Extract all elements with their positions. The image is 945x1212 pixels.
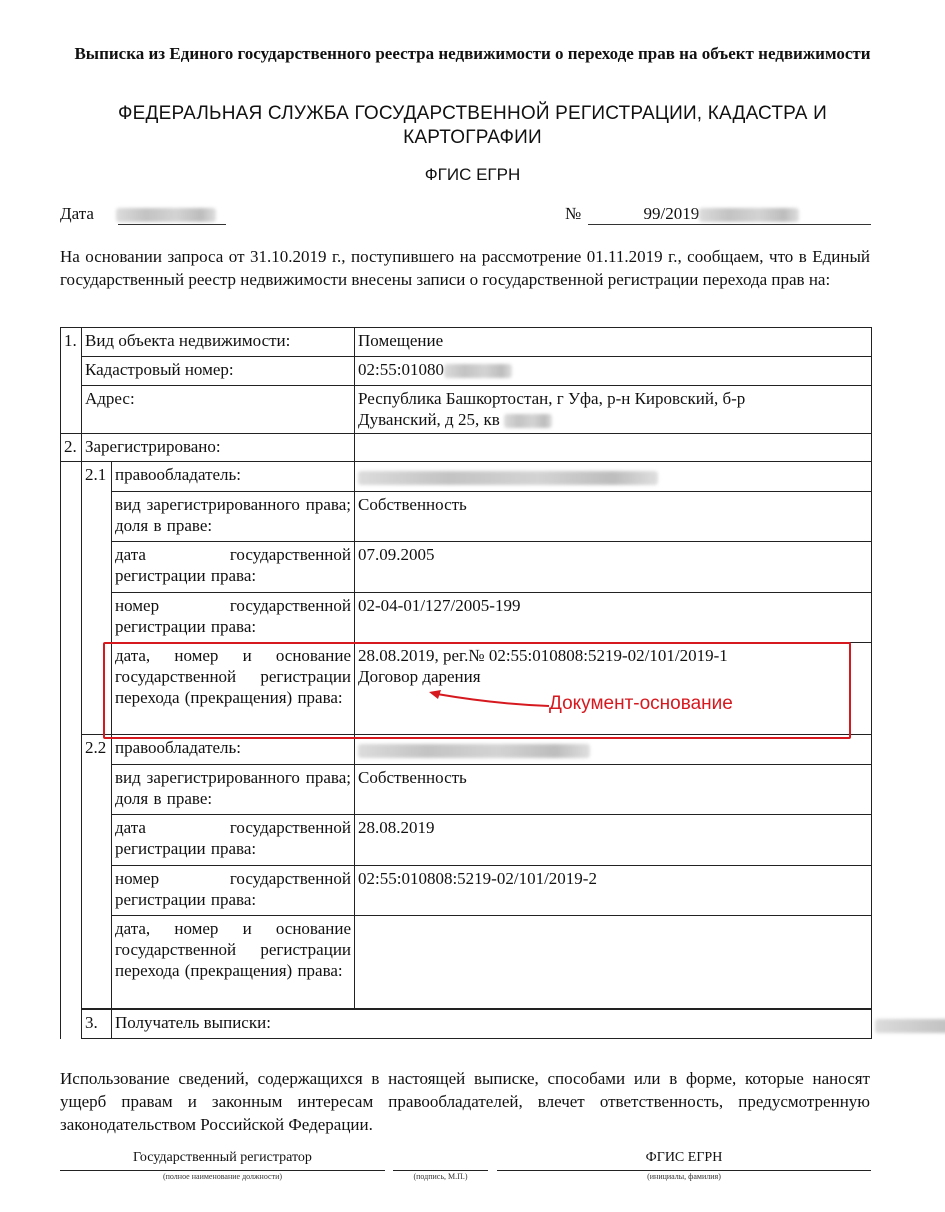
- registered-value: [355, 434, 872, 462]
- reg-date-label: дата государственной регистрации права:: [112, 815, 355, 866]
- number-redacted: [699, 208, 799, 222]
- transfer-line-2: Договор дарения: [358, 667, 481, 686]
- reg-number-value: 02:55:010808:5219-02/101/2019-2: [355, 866, 872, 916]
- date-redacted: [116, 208, 216, 222]
- name-caption: (инициалы, фамилия): [647, 1172, 721, 1181]
- table-row: [61, 357, 872, 386]
- holder-name-redacted: [358, 744, 590, 758]
- sign-caption: (подпись, М.П.): [413, 1172, 468, 1181]
- table-row: [61, 462, 872, 492]
- subrow-number: 2.2: [82, 735, 112, 1009]
- reg-date-label: дата государственной регистрации права:: [112, 542, 355, 593]
- holder-cell: [355, 462, 872, 492]
- address-line-2-text: Дуванский, д 25, кв: [358, 410, 500, 429]
- position-line: [60, 1169, 385, 1171]
- right-type-value: Собственность: [355, 765, 872, 815]
- address-line-2: [358, 409, 868, 430]
- indent-cell: [61, 462, 82, 1039]
- intro-paragraph: На основании запроса от 31.10.2019 г., поступившего на рассмотрение 01.11.2019 г., сообщаем, что в Единый государственный реестр недвижимости внесены записи о государственной регистрации перехода прав на:: [60, 247, 870, 289]
- footer-paragraph: Использование сведений, содержащихся в настоящей выписке, способами или в форме, которые наносят ущерб правам и законным интересам правообладателей, влечет ответственность, предусмотренную законодательством Российской Федерации.: [60, 1069, 870, 1134]
- right-type-label: вид зарегистрированного права; доля в праве:: [112, 765, 355, 815]
- sign-line: [393, 1169, 488, 1171]
- address-line-1: Республика Башкортостан, г Уфа, р-н Кировский, б-р: [358, 389, 746, 408]
- reg-number-label: номер государственной регистрации права:: [112, 593, 355, 643]
- right-type-label: вид зарегистрированного права; доля в праве:: [112, 492, 355, 542]
- address-label: Адрес:: [82, 386, 355, 434]
- reg-date-value: 28.08.2019: [355, 815, 872, 866]
- callout-arrow-icon: [425, 684, 555, 714]
- table-row: [61, 815, 872, 866]
- table-row: [61, 916, 872, 1009]
- transfer-label: дата, номер и основание государственной регистрации перехода (прекращения) права:: [112, 916, 355, 1009]
- callout-label: Документ-основание: [549, 693, 733, 714]
- date-label: Дата: [60, 204, 94, 223]
- system-name: ФГИС ЕГРН: [424, 165, 521, 184]
- table-row: [61, 1010, 872, 1039]
- table-row: [61, 542, 872, 593]
- reg-date-value: 07.09.2005: [355, 542, 872, 593]
- subrow-number: 2.1: [82, 462, 112, 735]
- position-caption: (полное наименование должности): [162, 1172, 283, 1181]
- table-row: [61, 735, 872, 765]
- table-row: [61, 328, 872, 357]
- recipient-label: Получатель выписки:: [112, 1010, 872, 1039]
- right-type-value: Собственность: [355, 492, 872, 542]
- number-label: №: [565, 204, 582, 223]
- object-type-label: Вид объекта недвижимости:: [82, 328, 355, 357]
- number-value: 99/2019: [643, 204, 700, 223]
- agency-name: ФЕДЕРАЛЬНАЯ СЛУЖБА ГОСУДАРСТВЕННОЙ РЕГИСТРАЦИИ, КАДАСТРА И КАРТОГРАФИИ: [118, 103, 827, 148]
- transfer-cell: [355, 916, 872, 1009]
- holder-name-redacted: [358, 471, 658, 485]
- holder-cell: [355, 735, 872, 765]
- cadastral-value: 02:55:01080: [358, 360, 444, 379]
- cadastral-redacted: [444, 364, 512, 378]
- number-underline: [588, 224, 871, 225]
- recipient-name-redacted: [875, 1019, 945, 1033]
- object-type-value: Помещение: [355, 328, 872, 357]
- number-field: [565, 204, 799, 224]
- reg-number-label: номер государственной регистрации права:: [112, 866, 355, 916]
- table-row: [61, 593, 872, 643]
- registrar-name: ФГИС ЕГРН: [645, 1150, 723, 1165]
- table-row: [61, 866, 872, 916]
- row-number: 2.: [61, 434, 82, 462]
- table-row: [61, 386, 872, 434]
- name-line: [497, 1169, 871, 1171]
- date-underline: [118, 224, 226, 225]
- row-number: 3.: [82, 1010, 112, 1039]
- row-number: 1.: [61, 328, 82, 434]
- table-row: [61, 492, 872, 542]
- address-cell: [355, 386, 872, 434]
- table-row: [61, 434, 872, 462]
- reg-number-value: 02-04-01/127/2005-199: [355, 593, 872, 643]
- cadastral-cell: [355, 357, 872, 386]
- holder-label: правообладатель:: [112, 735, 355, 765]
- transfer-label: дата, номер и основание государственной регистрации перехода (прекращения) права:: [112, 643, 355, 735]
- document-title: Выписка из Единого государственного реестра недвижимости о переходе прав на объект недвижимости: [74, 44, 871, 63]
- registered-label: Зарегистрировано:: [82, 434, 355, 462]
- apartment-redacted: [504, 414, 552, 428]
- table-row: [61, 765, 872, 815]
- registrar-position: Государственный регистратор: [133, 1150, 312, 1165]
- holder-label: правообладатель:: [112, 462, 355, 492]
- cadastral-label: Кадастровый номер:: [82, 357, 355, 386]
- date-field: [60, 204, 216, 224]
- transfer-line-1: 28.08.2019, рег.№ 02:55:010808:5219-02/101/2019-1: [358, 646, 728, 665]
